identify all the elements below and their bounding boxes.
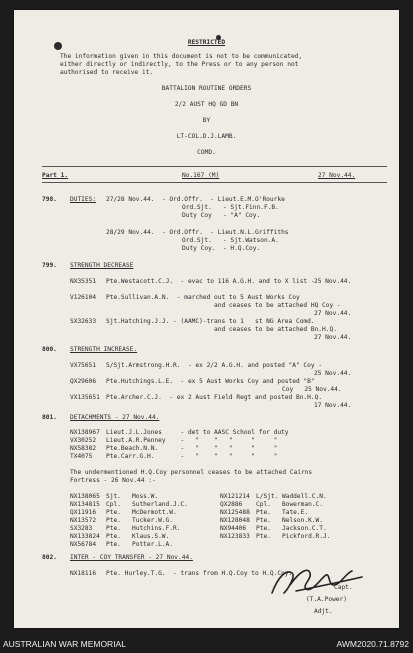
notice-line-2: either directly or indirectly, to the Press or to any person not xyxy=(60,61,299,68)
footer-institution: AUSTRALIAN WAR MEMORIAL xyxy=(3,639,126,649)
order-line-text: Sjt. xyxy=(106,493,121,500)
document-page xyxy=(14,10,399,628)
order-line-text: V126104 xyxy=(70,294,97,301)
order-line-text: Pte. xyxy=(106,517,121,524)
commander-name: LT-COL.D.J.LAMB. xyxy=(176,133,237,140)
order-line-text: SX3283 xyxy=(70,525,93,532)
order-line-text: TX4075 xyxy=(70,453,93,460)
order-line-text: Pte.Beach.N.N. - " " " " " xyxy=(106,445,278,452)
order-line-text: 27 Nov.44. xyxy=(314,334,352,341)
order-line-text: NX58382 xyxy=(70,445,97,452)
order-line-text: NX35351 xyxy=(70,278,97,285)
order-line-text: Sutherland.J.C. xyxy=(132,501,188,508)
order-line-text: Cpl. xyxy=(106,501,121,508)
order-line-text: 800. xyxy=(42,346,57,353)
commander-title: COMD. xyxy=(197,149,216,156)
order-line-text: Cpl. xyxy=(256,501,271,508)
order-line-text: Pte.Carr.G.H. - " " " " " xyxy=(106,453,278,460)
order-line-text: STRENGTH INCREASE. xyxy=(70,346,138,353)
order-line-text: and ceases to be attached Bn.H.Q. xyxy=(214,326,337,333)
order-line-text: The undermentioned H.Q.Coy personnel ceases to be attached Cairns xyxy=(70,469,313,476)
order-line-text: DUTIES: xyxy=(70,196,97,203)
order-line-text: Pte.Archer.C.J. - ex 2 Aust Field Regt and posted Bn.H.Q. xyxy=(106,394,323,401)
by-line: BY xyxy=(202,117,211,124)
order-line-text: Pte. xyxy=(106,541,121,548)
order-line-text: Ord.Sjt. - Sjt.Finn.F.B. xyxy=(182,204,279,211)
order-line-text: QX11916 xyxy=(70,509,97,516)
order-line-text: Pte. xyxy=(256,517,271,524)
divider-bottom xyxy=(42,182,387,183)
order-line-text: Duty Coy. - H.Q.Coy. xyxy=(182,245,261,252)
order-line-text: 28/29 Nov.44. - Ord.Offr. - Lieut.N.L.Griffiths xyxy=(106,229,289,236)
order-line-text: NX138065 xyxy=(70,493,100,500)
order-line-text: Pte. xyxy=(256,525,271,532)
order-line-text: Pte.Westacott.C.J. - evac to 116 A.G.H. and to X list - xyxy=(106,278,315,285)
order-line-text: NX128048 xyxy=(220,517,250,524)
notice-line-1: The information given in this document is not to be communicated, xyxy=(60,53,303,60)
order-line-text: Pte. xyxy=(106,525,121,532)
order-line-text: NX18116 xyxy=(70,570,97,577)
order-line-text: VX30252 xyxy=(70,437,97,444)
order-line-text: Pte.Sullivan.A.N. - marched out to 5 Aust Works Coy xyxy=(106,294,300,301)
order-line-text: Pte. xyxy=(106,533,121,540)
battalion-name: 2/2 AUST HQ GD BN xyxy=(174,101,239,108)
order-line-text: Duty Coy - "A" Coy. xyxy=(182,212,261,219)
order-line-text: Waddell.C.N. xyxy=(282,493,327,500)
order-line-text: Pte. xyxy=(106,509,121,516)
order-line-text: QX29606 xyxy=(70,378,97,385)
order-line-text: NX94406 xyxy=(220,525,247,532)
order-line-text: NX138967 xyxy=(70,429,100,436)
order-line-text: Pickford.R.J. xyxy=(282,533,331,540)
order-line-text: QX2886 xyxy=(220,501,243,508)
signature-mark xyxy=(266,563,366,599)
order-line-text: 25 Nov.44. xyxy=(314,278,352,285)
order-line-text: Fortress - 26 Nov.44 :- xyxy=(70,477,156,484)
order-line-text: Pte. Hurley.T.G. - trans from H.Q.Coy to H.Q.Coy. xyxy=(106,570,293,577)
order-line-text: DETACHMENTS - 27 Nov.44. xyxy=(70,414,160,421)
notice-line-3: authorised to receive it. xyxy=(60,69,154,76)
order-line-text: NX134815 xyxy=(70,501,100,508)
order-line-text: 798. xyxy=(42,196,57,203)
signature-name: (T.A.Power) xyxy=(306,596,347,603)
order-line-text: NX133824 xyxy=(70,533,100,540)
order-line-text: 801. xyxy=(42,414,57,421)
part-label: Part 1. xyxy=(42,172,69,179)
order-line-text: NX56784 xyxy=(70,541,97,548)
order-line-text: 27 Nov.44. xyxy=(314,310,352,317)
signature-role: Adjt. xyxy=(314,608,333,615)
order-line-text: Lieut.A.R.Penney - " " " " " xyxy=(106,437,278,444)
order-line-text: L/Sjt. xyxy=(256,493,279,500)
archive-footer xyxy=(0,634,413,653)
order-line-text: 25 Nov.44. xyxy=(314,370,352,377)
order-line-text: SX32633 xyxy=(70,318,97,325)
order-title: BATTALION ROUTINE ORDERS xyxy=(161,85,252,92)
divider-top xyxy=(42,166,387,167)
order-line-text: Pte.Hutchings.L.E. - ex 5 Aust Works Coy and posted "B" xyxy=(106,378,315,385)
order-line-text: Potter.L.A. xyxy=(132,541,173,548)
order-line-text: Moss.W. xyxy=(132,493,159,500)
order-line-text: STRENGTH DECREASE xyxy=(70,262,134,269)
order-line-text: S/Sjt.Armstrong.H.R. - ex 2/2 A.G.H. and posted "A" Coy - xyxy=(106,362,323,369)
order-line-text: Ord.Sjt. - Sjt.Watson.A. xyxy=(182,237,279,244)
order-line-text: Jackson.C.T. xyxy=(282,525,327,532)
order-line-text: VX75651 xyxy=(70,362,97,369)
order-line-text: Nelson.K.W. xyxy=(282,517,323,524)
order-line-text: Klaus.S.W. xyxy=(132,533,170,540)
order-line-text: 17 Nov.44. xyxy=(314,402,352,409)
order-line-text: 802. xyxy=(42,554,57,561)
order-line-text: Pte. xyxy=(256,509,271,516)
order-line-text: NX121214 xyxy=(220,493,250,500)
order-line-text: Hutchins.F.R. xyxy=(132,525,181,532)
order-date: 27 Nov.44. xyxy=(318,172,356,179)
order-line-text: McDermott.W. xyxy=(132,509,177,516)
restricted-heading: RESTRICTED xyxy=(187,39,226,46)
order-number: No.167 (M) xyxy=(182,172,220,179)
order-line-text: Bowerman.C. xyxy=(282,501,323,508)
signature-rank: Capt. xyxy=(334,584,353,591)
order-line-text: NX125488 xyxy=(220,509,250,516)
footer-catalogue-id: AWM2020.71.8792 xyxy=(336,639,409,649)
order-line-text: Tate.E. xyxy=(282,509,309,516)
order-line-text: Sjt.Hatching.J.J. - (AAMC)-trans to 1 st NG Area Comd. xyxy=(106,318,315,325)
order-line-text: 799. xyxy=(42,262,57,269)
order-line-text: and ceases to be attached HQ Coy - xyxy=(214,302,341,309)
order-line-text: Coy 25 Nov.44. xyxy=(282,386,342,393)
order-line-text: Pte. xyxy=(256,533,271,540)
order-line-text: VX135651 xyxy=(70,394,100,401)
order-line-text: NX13572 xyxy=(70,517,97,524)
order-line-text: NX123833 xyxy=(220,533,250,540)
order-line-text: INTER - COY TRANSFER - 27 Nov.44. xyxy=(70,554,193,561)
order-line-text: 27/28 Nov.44. - Ord.Offr. - Lieut.E.M.O'Rourke xyxy=(106,196,285,203)
order-line-text: Lieut.J.L.Jones - det to AASC School for duty xyxy=(106,429,289,436)
order-line-text: Tucker.W.G. xyxy=(132,517,173,524)
